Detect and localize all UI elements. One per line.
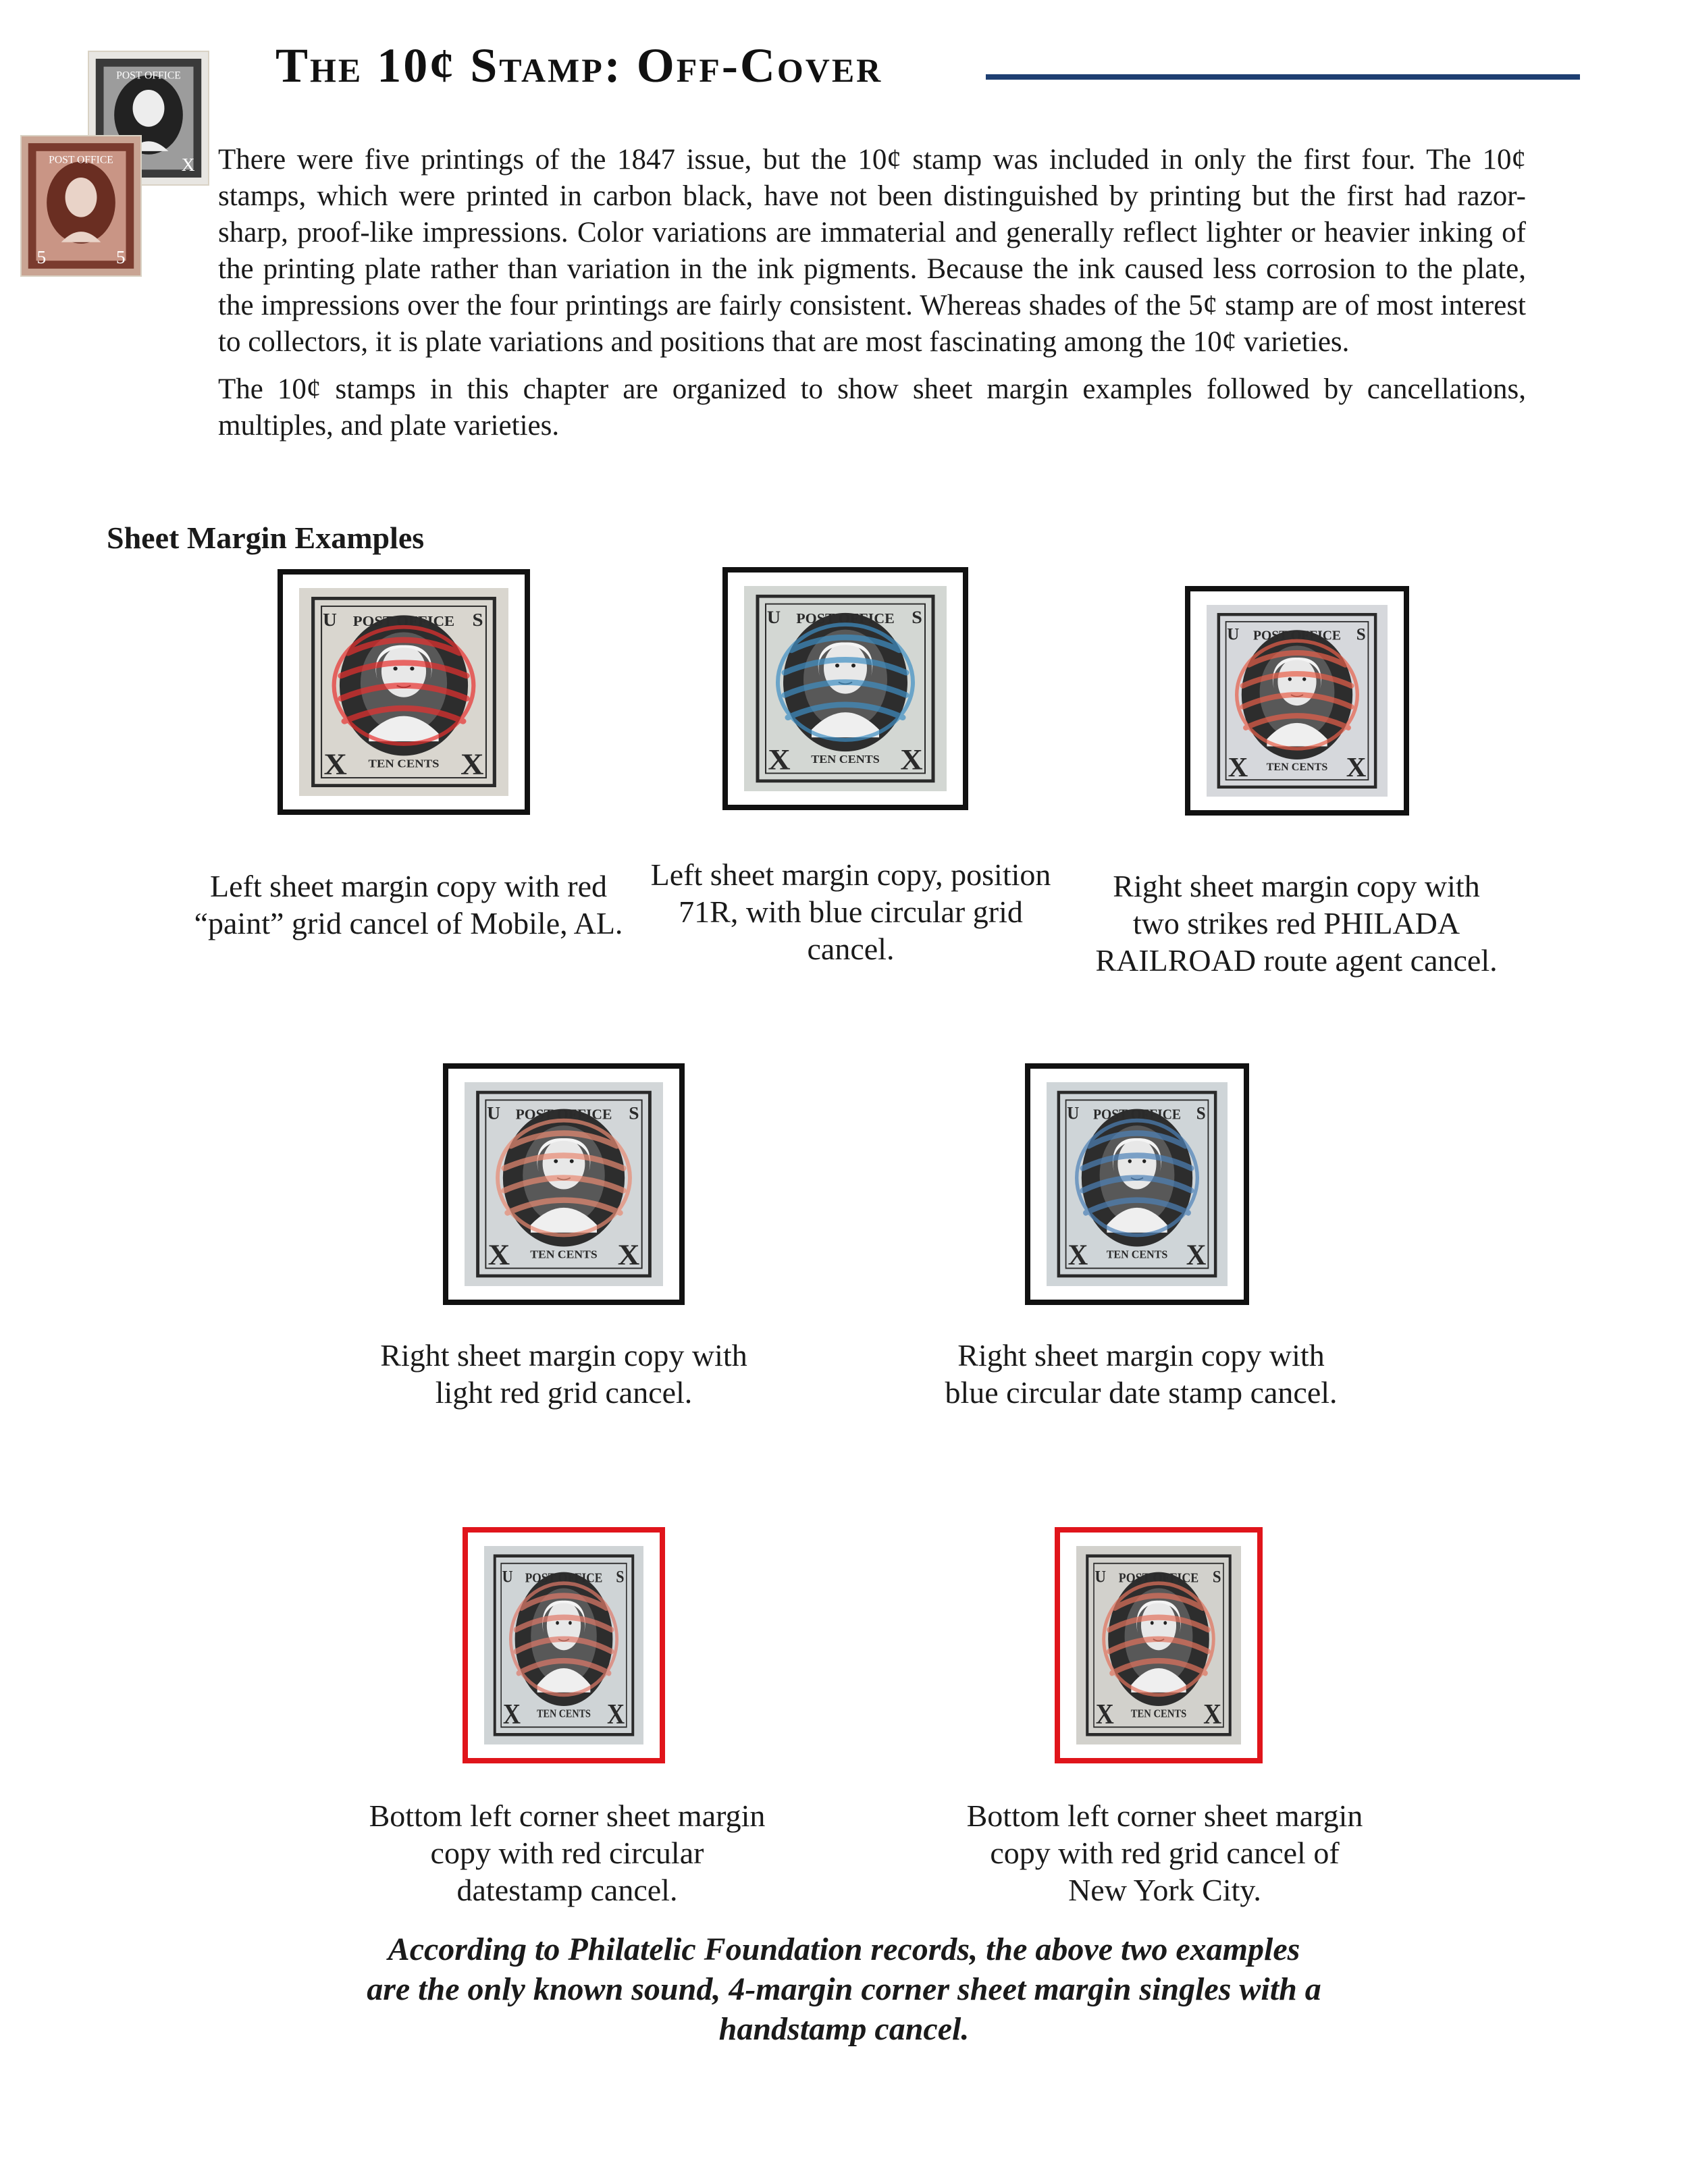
conclusion-note: According to Philatelic Foundation records, the above two examples are the only known sound, 4-margin corner sheet margin singles with a handstamp cancel. [367,1932,1321,2047]
section-heading: Sheet Margin Examples [107,521,425,555]
stamp-caption: Left sheet margin copy, position 71R, with blue circular grid cancel. [650,857,1051,966]
svg-text:X: X [607,1698,625,1730]
svg-text:S: S [616,1567,625,1587]
svg-text:X: X [1228,751,1248,782]
stamp-caption: Right sheet margin copy with two strikes red PHILADA RAILROAD route agent cancel. [1095,869,1498,978]
svg-text:TEN CENTS: TEN CENTS [537,1707,591,1720]
stamp-frame [278,569,530,815]
svg-text:TEN CENTS: TEN CENTS [368,757,440,770]
stamp-caption: Bottom left corner sheet margin copy with red grid cancel of New York City. [966,1799,1363,1907]
title-rule [986,74,1580,80]
washington-10c-stamp-image [1207,605,1388,797]
svg-text:X: X [502,1698,521,1730]
svg-text:POST OFFICE: POST OFFICE [796,610,895,627]
mini-stamp-top-text: POST OFFICE [49,154,113,166]
svg-text:POST OFFICE: POST OFFICE [1118,1570,1199,1586]
svg-text:X: X [617,1238,640,1271]
svg-text:TEN CENTS: TEN CENTS [1266,761,1328,773]
svg-text:S: S [629,1103,639,1123]
stamp-graphic [1076,1546,1241,1744]
svg-text:U: U [1227,625,1240,644]
stamp-graphic [299,588,508,796]
svg-text:U: U [1094,1567,1107,1587]
stamp-frame [1055,1527,1263,1763]
stamp-frame [722,567,968,810]
stamp-graphic [465,1082,663,1286]
washington-10c-stamp-image [484,1546,643,1744]
svg-text:TEN CENTS: TEN CENTS [811,752,880,766]
mini-stamp-numeral: 5 [115,247,126,268]
stamp-graphic [1047,1082,1228,1286]
svg-text:POST OFFICE: POST OFFICE [352,612,455,629]
svg-text:X: X [1095,1697,1114,1730]
mini-stamp-graphic [22,136,140,275]
svg-text:X: X [323,747,347,780]
mini-stamp-numeral: 5 [36,247,47,268]
stamp-caption: Bottom left corner sheet margin copy with red circular datestamp cancel. [369,1799,766,1907]
stamp-frame [463,1527,665,1763]
intro-paragraph-1: There were five printings of the 1847 issue, but the 10¢ stamp was included in only the first four. The 10¢ stamps, which were printed in carbon black, have not been distinguished by printing but the first had razor-sharp, proof-like impressions. Color variations are immaterial and generally reflect lighter or heavier inking of the printing plate rather than variation in the ink pigments. Because the ink caused less corrosion to the plate, the impressions over the four printings are fairly consistent. Whereas shades of the 5¢ stamp are of most interest to collectors, it is plate variations and positions that are most fascinating among the 10¢ varieties. [218,144,1526,358]
stamp-caption: Right sheet margin copy with light red grid cancel. [380,1338,747,1410]
washington-10c-stamp-image [1047,1082,1228,1286]
svg-text:U: U [502,1567,513,1587]
svg-text:X: X [768,743,791,776]
stamp-frame [1025,1063,1249,1305]
svg-text:U: U [1067,1103,1080,1123]
svg-text:X: X [487,1238,510,1271]
svg-text:X: X [900,743,923,776]
washington-10c-stamp-image [1076,1546,1241,1744]
mini-stamp-top-text: POST OFFICE [116,70,181,82]
svg-text:X: X [1203,1697,1222,1730]
svg-text:POST OFFICE: POST OFFICE [525,1570,603,1586]
svg-text:POST OFFICE: POST OFFICE [515,1107,612,1123]
svg-text:X: X [1346,751,1367,782]
svg-text:S: S [1212,1567,1221,1587]
svg-text:S: S [1356,625,1366,644]
svg-text:X: X [1186,1238,1207,1272]
mini-stamp-numeral: X [181,155,195,176]
svg-text:POST OFFICE: POST OFFICE [1092,1107,1182,1123]
svg-text:POST OFFICE: POST OFFICE [1252,629,1342,643]
stamp-graphic [484,1546,643,1744]
svg-text:X: X [460,747,484,780]
washington-10c-stamp-image [465,1082,663,1286]
washington-10c-stamp-image [299,588,508,796]
svg-text:S: S [472,610,483,631]
svg-text:TEN CENTS: TEN CENTS [1130,1707,1187,1720]
stamp-caption: Left sheet margin copy with red “paint” grid cancel of Mobile, AL. [194,869,623,940]
stamp-caption: Right sheet margin copy with blue circular date stamp cancel. [945,1338,1338,1410]
svg-text:TEN CENTS: TEN CENTS [530,1248,598,1261]
svg-text:S: S [912,607,922,627]
washington-10c-stamp-image [744,586,947,791]
franklin-5c-stamp-icon [20,135,142,277]
svg-text:U: U [323,610,337,631]
stamp-graphic [744,586,947,791]
header-stamp-illustrations [20,51,216,280]
svg-text:S: S [1196,1103,1206,1123]
svg-text:U: U [766,607,781,627]
page-title: The 10¢ Stamp: Off-Cover [275,38,883,92]
stamp-frame [443,1063,685,1305]
svg-text:TEN CENTS: TEN CENTS [1106,1248,1168,1261]
stamp-graphic [1207,605,1388,797]
svg-text:X: X [1067,1238,1088,1272]
intro-paragraph-2: The 10¢ stamps in this chapter are organized to show sheet margin examples followed by cancellations, multiples, and plate varieties. [218,373,1526,442]
svg-text:U: U [487,1103,501,1123]
stamp-frame [1185,586,1409,816]
intro-text [218,142,1526,455]
